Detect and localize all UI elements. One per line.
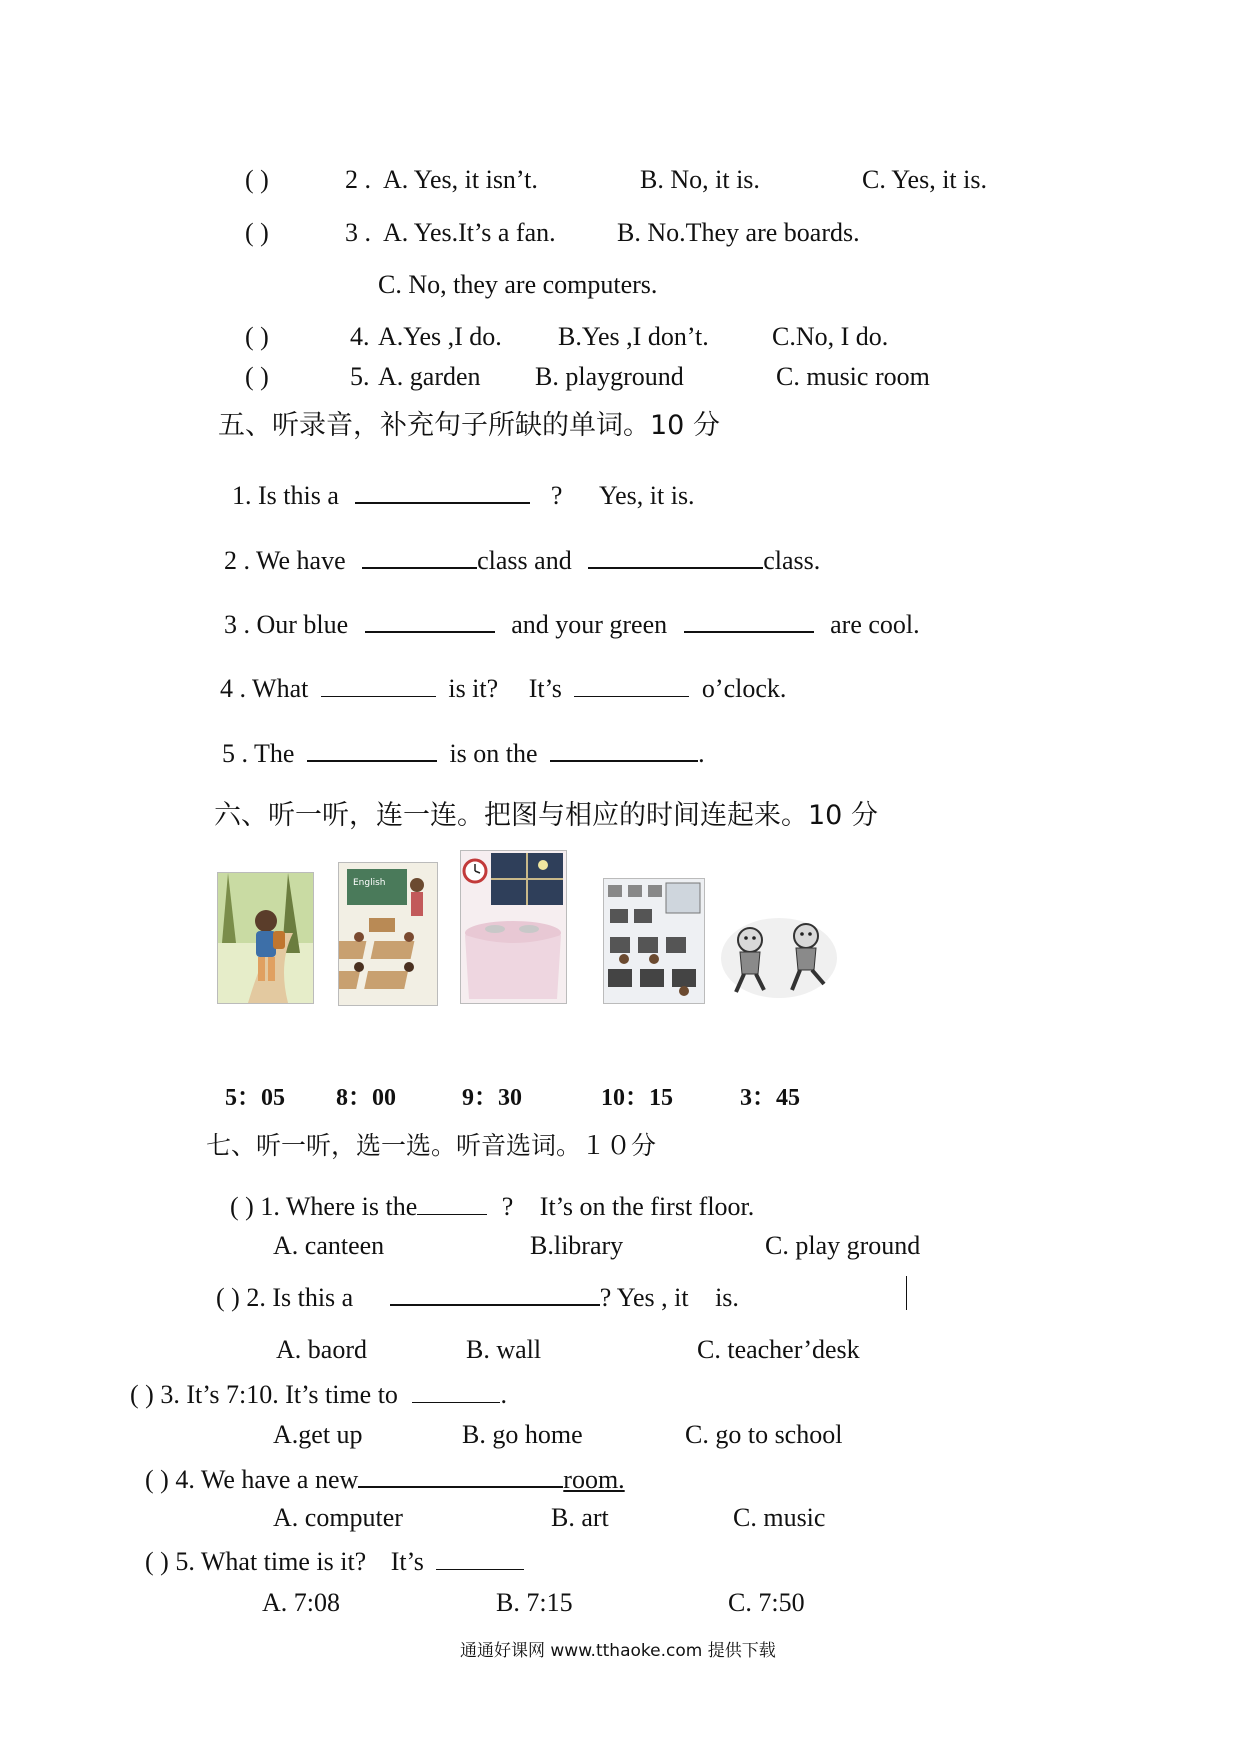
s7-q4-paren: ( ) bbox=[145, 1465, 169, 1494]
s7-q1-option-a: A. canteen bbox=[273, 1231, 385, 1260]
s5-s2-part-c: class. bbox=[763, 546, 821, 575]
s4-q4-option-b: B.Yes ,I don’t. bbox=[558, 322, 709, 351]
answer-blank[interactable] bbox=[436, 1545, 524, 1570]
s5-s1-part-c: Yes, it is. bbox=[598, 481, 695, 510]
s4-q5-num: 5. bbox=[350, 362, 370, 391]
s4-q4-num: 4. bbox=[350, 322, 370, 351]
s4-q2-option-a: A. Yes, it isn’t. bbox=[383, 165, 538, 194]
s7-q5-option-a: A. 7:08 bbox=[262, 1588, 340, 1617]
time-label-4: 10：15 bbox=[601, 1085, 673, 1111]
s7-q3-option-a: A.get up bbox=[273, 1420, 363, 1449]
s4-q5-paren: ( ) bbox=[245, 362, 269, 391]
s4-q5-option-c: C. music room bbox=[776, 362, 930, 391]
s7-q3-option-b: B. go home bbox=[462, 1420, 583, 1449]
s4-q4-option-a: A.Yes ,I do. bbox=[378, 322, 502, 351]
s7-q1-option-b: B.library bbox=[530, 1231, 624, 1260]
text-cursor bbox=[906, 1276, 907, 1310]
s7-q4-end: room. bbox=[563, 1465, 625, 1494]
s5-sentence-2 bbox=[224, 543, 820, 576]
s7-q1-end: ? bbox=[501, 1192, 514, 1221]
s5-s4-part-b: is it? bbox=[448, 674, 499, 703]
footer-source: 通通好课网 www.tthaoke.com 提供下载 bbox=[460, 1641, 776, 1661]
s5-s5-part-c: . bbox=[698, 739, 705, 768]
s4-q4-paren: ( ) bbox=[245, 322, 269, 351]
svg-text:English: English bbox=[353, 878, 386, 888]
s7-q2-option-c: C. teacher’desk bbox=[697, 1335, 860, 1364]
answer-blank[interactable] bbox=[365, 607, 495, 633]
s4-q2-option-c: C. Yes, it is. bbox=[862, 165, 987, 194]
time-label-2: 8：00 bbox=[336, 1085, 396, 1111]
answer-blank[interactable] bbox=[321, 672, 436, 697]
picture-boys-running bbox=[718, 912, 840, 1000]
time-label-5: 3：45 bbox=[740, 1085, 800, 1111]
s5-s3-part-c: are cool. bbox=[830, 610, 920, 639]
s4-q5-option-a: A. garden bbox=[378, 362, 481, 391]
s7-q3-stem: 3. It’s 7:10. It’s time to bbox=[160, 1380, 398, 1409]
picture-classroom bbox=[338, 862, 438, 1006]
s7-q2-row bbox=[216, 1280, 739, 1313]
s7-q4-option-a: A. computer bbox=[273, 1503, 403, 1532]
s7-q3-paren: ( ) bbox=[130, 1380, 154, 1409]
s7-q5-row bbox=[145, 1545, 524, 1577]
s7-q4-row bbox=[145, 1462, 625, 1495]
s5-sentence-1 bbox=[232, 478, 695, 511]
s7-q5-paren: ( ) bbox=[145, 1547, 169, 1576]
answer-blank[interactable] bbox=[355, 478, 530, 504]
s4-q4-option-c: C.No, I do. bbox=[772, 322, 889, 351]
s7-q4-option-c: C. music bbox=[733, 1503, 826, 1532]
s4-q5-option-b: B. playground bbox=[535, 362, 684, 391]
s5-s2-part-a: 2 . We have bbox=[224, 546, 346, 575]
s7-q1-answer: It’s on the first floor. bbox=[539, 1192, 755, 1221]
section-6-title: 六、听一听，连一连。把图与相应的时间连起来。10 分 bbox=[214, 800, 878, 831]
s4-q3-option-a: A. Yes.It’s a fan. bbox=[383, 218, 556, 247]
s4-q3-paren: ( ) bbox=[245, 218, 269, 247]
s7-q2-paren: ( ) bbox=[216, 1283, 240, 1312]
picture-dinner-night bbox=[460, 850, 567, 1004]
s7-q2-stem: 2. Is this a bbox=[246, 1283, 354, 1312]
s5-sentence-5 bbox=[222, 736, 705, 769]
s7-q5-option-b: B. 7:15 bbox=[496, 1588, 573, 1617]
s5-s3-part-a: 3 . Our blue bbox=[224, 610, 349, 639]
answer-blank[interactable] bbox=[390, 1280, 600, 1306]
s5-s5-part-a: 5 . The bbox=[222, 739, 295, 768]
answer-blank[interactable] bbox=[684, 607, 814, 633]
s5-s1-part-b: ? bbox=[550, 481, 563, 510]
s5-s4-part-c: It’s bbox=[528, 674, 562, 703]
s4-q2-option-b: B. No, it is. bbox=[640, 165, 760, 194]
s4-q3-option-b: B. No.They are boards. bbox=[617, 218, 860, 247]
answer-blank[interactable] bbox=[412, 1378, 500, 1403]
answer-blank[interactable] bbox=[358, 1462, 563, 1488]
s7-q5-option-c: C. 7:50 bbox=[728, 1588, 805, 1617]
s4-q3-num: 3 . bbox=[345, 218, 371, 247]
s7-q3-end: . bbox=[500, 1380, 507, 1409]
s5-s1-part-a: 1. Is this a bbox=[232, 481, 339, 510]
answer-blank[interactable] bbox=[588, 543, 763, 569]
section-7-title: 七、听一听，选一选。听音选词。１０分 bbox=[206, 1131, 657, 1160]
answer-blank[interactable] bbox=[417, 1190, 487, 1215]
s7-q3-option-c: C. go to school bbox=[685, 1420, 843, 1449]
picture-boy-walking bbox=[217, 872, 314, 1004]
s5-s2-part-b: class and bbox=[477, 546, 572, 575]
time-label-3: 9：30 bbox=[462, 1085, 522, 1111]
s7-q1-stem: 1. Where is the bbox=[260, 1192, 418, 1221]
s7-q5-answer: It’s bbox=[390, 1547, 424, 1576]
s5-s4-part-d: o’clock. bbox=[701, 674, 787, 703]
s5-sentence-3 bbox=[224, 607, 920, 640]
picture-computer-room bbox=[603, 878, 705, 1004]
answer-blank[interactable] bbox=[362, 543, 477, 569]
s7-q5-stem: 5. What time is it? bbox=[175, 1547, 367, 1576]
s7-q4-option-b: B. art bbox=[551, 1503, 609, 1532]
s4-q3-option-c: C. No, they are computers. bbox=[378, 270, 658, 299]
answer-blank[interactable] bbox=[550, 736, 698, 762]
s7-q2-option-b: B. wall bbox=[466, 1335, 542, 1364]
s5-s4-part-a: 4 . What bbox=[220, 674, 309, 703]
s7-q1-option-c: C. play ground bbox=[765, 1231, 921, 1260]
s7-q2-end: ? Yes , it bbox=[599, 1283, 689, 1312]
answer-blank[interactable] bbox=[574, 672, 689, 697]
s7-q1-paren: ( ) bbox=[230, 1192, 254, 1221]
s5-s3-part-b: and your green bbox=[511, 610, 668, 639]
s4-q2-num: 2 . bbox=[345, 165, 371, 194]
s4-q2-paren: ( ) bbox=[245, 165, 269, 194]
s5-s5-part-b: is on the bbox=[449, 739, 538, 768]
section-5-title: 五、听录音，补充句子所缺的单词。10 分 bbox=[218, 410, 720, 441]
s7-q2-option-a: A. baord bbox=[276, 1335, 367, 1364]
s7-q4-stem: 4. We have a new bbox=[175, 1465, 359, 1494]
time-label-1: 5：05 bbox=[225, 1085, 285, 1111]
answer-blank[interactable] bbox=[307, 736, 437, 762]
s5-sentence-4 bbox=[220, 672, 786, 704]
s7-q3-row bbox=[130, 1378, 507, 1410]
s7-q2-end-2: is. bbox=[715, 1283, 739, 1312]
s7-q1-row bbox=[230, 1190, 754, 1222]
